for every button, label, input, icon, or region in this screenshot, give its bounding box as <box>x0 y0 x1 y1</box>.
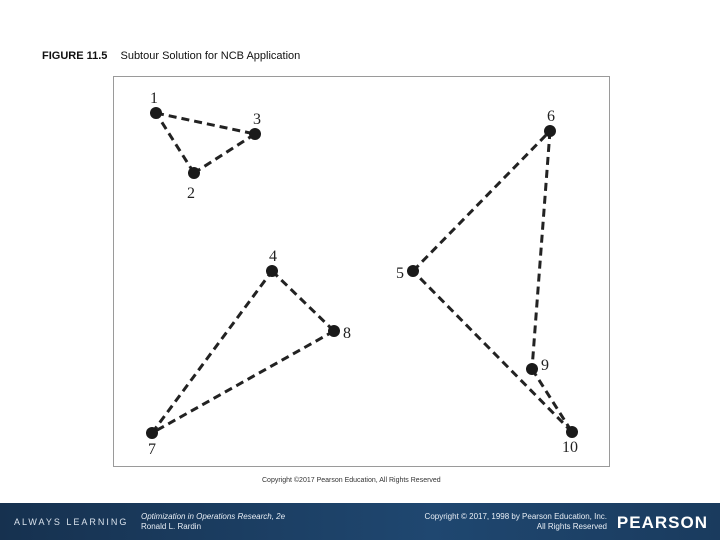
edge-5-6 <box>413 131 550 271</box>
node-3 <box>249 128 261 140</box>
edge-1-3 <box>156 113 255 134</box>
subtour-diagram <box>113 76 610 467</box>
copyright-line-2: All Rights Reserved <box>536 522 607 531</box>
edge-4-8 <box>272 271 334 331</box>
node-5 <box>407 265 419 277</box>
figure-number: FIGURE 11.5 <box>42 50 108 62</box>
figure-title: Subtour Solution for NCB Application <box>120 50 301 62</box>
edge-6-9 <box>532 131 550 369</box>
node-label-7: 7 <box>148 441 156 458</box>
node-10 <box>566 426 578 438</box>
node-8 <box>328 325 340 337</box>
book-title: Optimization in Operations Research, 2e <box>141 512 286 521</box>
edge-7-4 <box>152 271 272 433</box>
subtour-diagram-canvas <box>114 77 611 468</box>
node-label-2: 2 <box>187 185 195 202</box>
node-6 <box>544 125 556 137</box>
node-1 <box>150 107 162 119</box>
node-label-5: 5 <box>396 265 404 282</box>
node-label-9: 9 <box>541 357 549 374</box>
node-label-10: 10 <box>562 439 578 456</box>
node-7 <box>146 427 158 439</box>
book-author: Ronald L. Rardin <box>141 522 202 531</box>
node-4 <box>266 265 278 277</box>
node-label-6: 6 <box>547 108 555 125</box>
node-2 <box>188 167 200 179</box>
copyright-line-1: Copyright © 2017, 1998 by Pearson Education, Inc. <box>424 512 607 521</box>
figure-caption <box>42 50 300 62</box>
edge-3-2 <box>194 134 255 173</box>
edge-9-10 <box>532 369 572 432</box>
node-label-4: 4 <box>269 248 277 265</box>
footer-copyright <box>425 512 607 532</box>
edge-8-7 <box>152 331 334 433</box>
node-label-8: 8 <box>343 325 351 342</box>
pearson-logo: PEARSON <box>616 513 708 532</box>
figure-copyright: Copyright ©2017 Pearson Education, All Rights Reserved <box>262 477 441 484</box>
edge-2-1 <box>156 113 194 173</box>
footer-tagline: ALWAYS LEARNING <box>14 517 129 527</box>
footer-book-info <box>141 512 285 532</box>
node-label-1: 1 <box>150 90 158 107</box>
node-9 <box>526 363 538 375</box>
edge-10-5 <box>413 271 572 432</box>
node-label-3: 3 <box>253 111 261 128</box>
footer-bar <box>0 503 720 540</box>
